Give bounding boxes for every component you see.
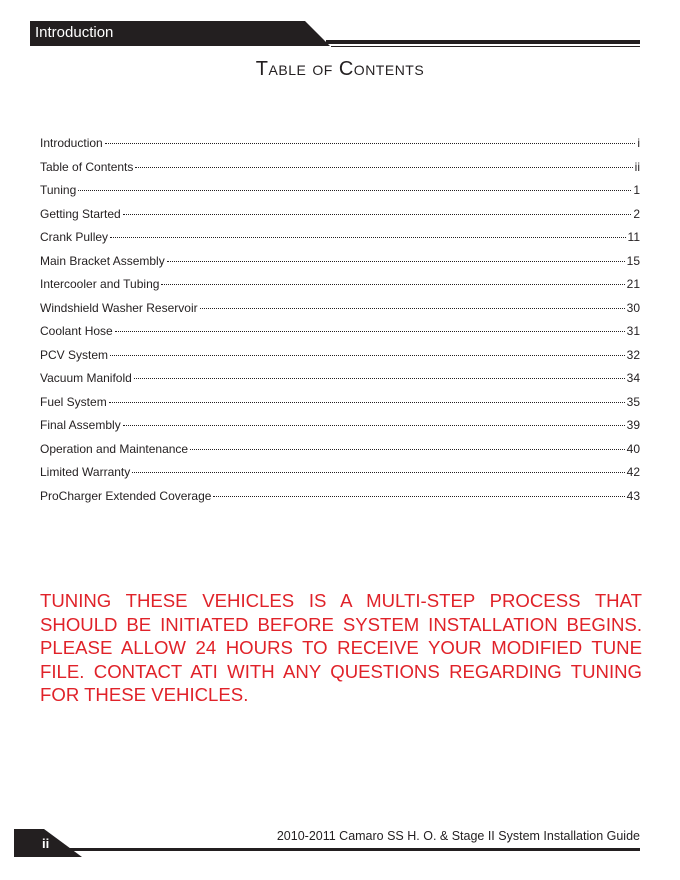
toc-dot-leader [167,261,625,262]
toc-entry-page: 40 [626,441,640,456]
table-of-contents [40,136,640,512]
toc-entry [40,371,640,395]
toc-entry-label: Fuel System [40,394,107,409]
toc-entry [40,348,640,372]
toc-dot-leader [213,496,624,497]
toc-entry-page: 42 [626,465,640,479]
toc-dot-leader [110,355,625,356]
toc-entry-label: Operation and Maintenance [40,441,189,456]
toc-entry-page: 31 [626,324,640,338]
toc-dot-leader [105,143,636,144]
toc-entry-page: 39 [626,418,640,432]
toc-entry [40,136,640,160]
toc-entry-page: ii [634,159,640,174]
toc-entry-page: 32 [626,347,640,362]
header-section-label: Introduction [35,24,114,41]
toc-entry [40,489,640,513]
toc-entry-page: i [637,136,640,150]
toc-entry-page: 15 [626,253,640,268]
toc-dot-leader [190,449,625,450]
toc-entry [40,442,640,466]
toc-dot-leader [123,425,625,426]
toc-dot-leader [123,214,632,215]
toc-entry-label: Limited Warranty [40,465,131,479]
toc-entry-label: Windshield Washer Reservoir [40,300,198,315]
toc-entry-label: Tuning [40,183,77,197]
toc-entry [40,183,640,207]
toc-dot-leader [135,167,632,168]
toc-entry-page: 1 [633,183,640,197]
toc-dot-leader [132,472,624,473]
toc-entry [40,254,640,278]
toc-dot-leader [115,331,625,332]
toc-dot-leader [78,190,631,191]
toc-dot-leader [200,308,625,309]
toc-entry [40,230,640,254]
toc-entry [40,207,640,231]
toc-entry-page: 2 [633,206,640,221]
toc-entry [40,277,640,301]
page-title: Table of Contents [255,58,425,80]
toc-entry-label: Vacuum Manifold [40,371,132,385]
toc-entry-page: 43 [626,488,640,503]
toc-entry [40,301,640,325]
toc-entry-page: 11 [627,230,640,244]
toc-entry [40,395,640,419]
toc-entry-label: Crank Pulley [40,230,109,244]
toc-entry-label: Final Assembly [40,418,121,432]
toc-entry-label: ProCharger Extended Coverage [40,488,212,503]
header-rule-thin [331,46,640,47]
toc-entry-label: Getting Started [40,206,121,221]
tuning-notice: TUNING THESE VEHICLES IS A MULTI-STEP PROCESS THAT SHOULD BE INITIATED BEFORE SYSTEM INSTALLATION BEGINS. PLEASE ALLOW 24 HOURS TO RECEIVE YOUR MODIFIED TUNE FILE. CONTACT ATI WITH ANY QUESTIONS REGARDING TUNING FOR THESE VEHICLES. [40,590,642,705]
toc-dot-leader [110,237,626,238]
toc-entry-label: Coolant Hose [40,324,113,338]
toc-entry-label: Table of Contents [40,159,134,174]
toc-entry-page: 30 [626,300,640,315]
toc-dot-leader [109,402,625,403]
toc-entry-label: Intercooler and Tubing [40,277,160,291]
toc-entry [40,160,640,184]
toc-entry-page: 35 [626,394,640,409]
toc-entry-page: 21 [626,277,640,291]
toc-entry [40,465,640,489]
toc-entry-label: PCV System [40,347,109,362]
footer-page-number: ii [42,836,50,851]
footer-rule [60,848,640,851]
toc-entry [40,324,640,348]
toc-dot-leader [134,378,625,379]
header-rule [326,40,640,44]
toc-entry-label: Main Bracket Assembly [40,253,165,268]
toc-entry [40,418,640,442]
footer-document-title: 2010-2011 Camaro SS H. O. & Stage II System Installation Guide [276,829,640,843]
toc-entry-label: Introduction [40,136,103,150]
toc-entry-page: 34 [626,371,640,385]
toc-dot-leader [161,284,624,285]
